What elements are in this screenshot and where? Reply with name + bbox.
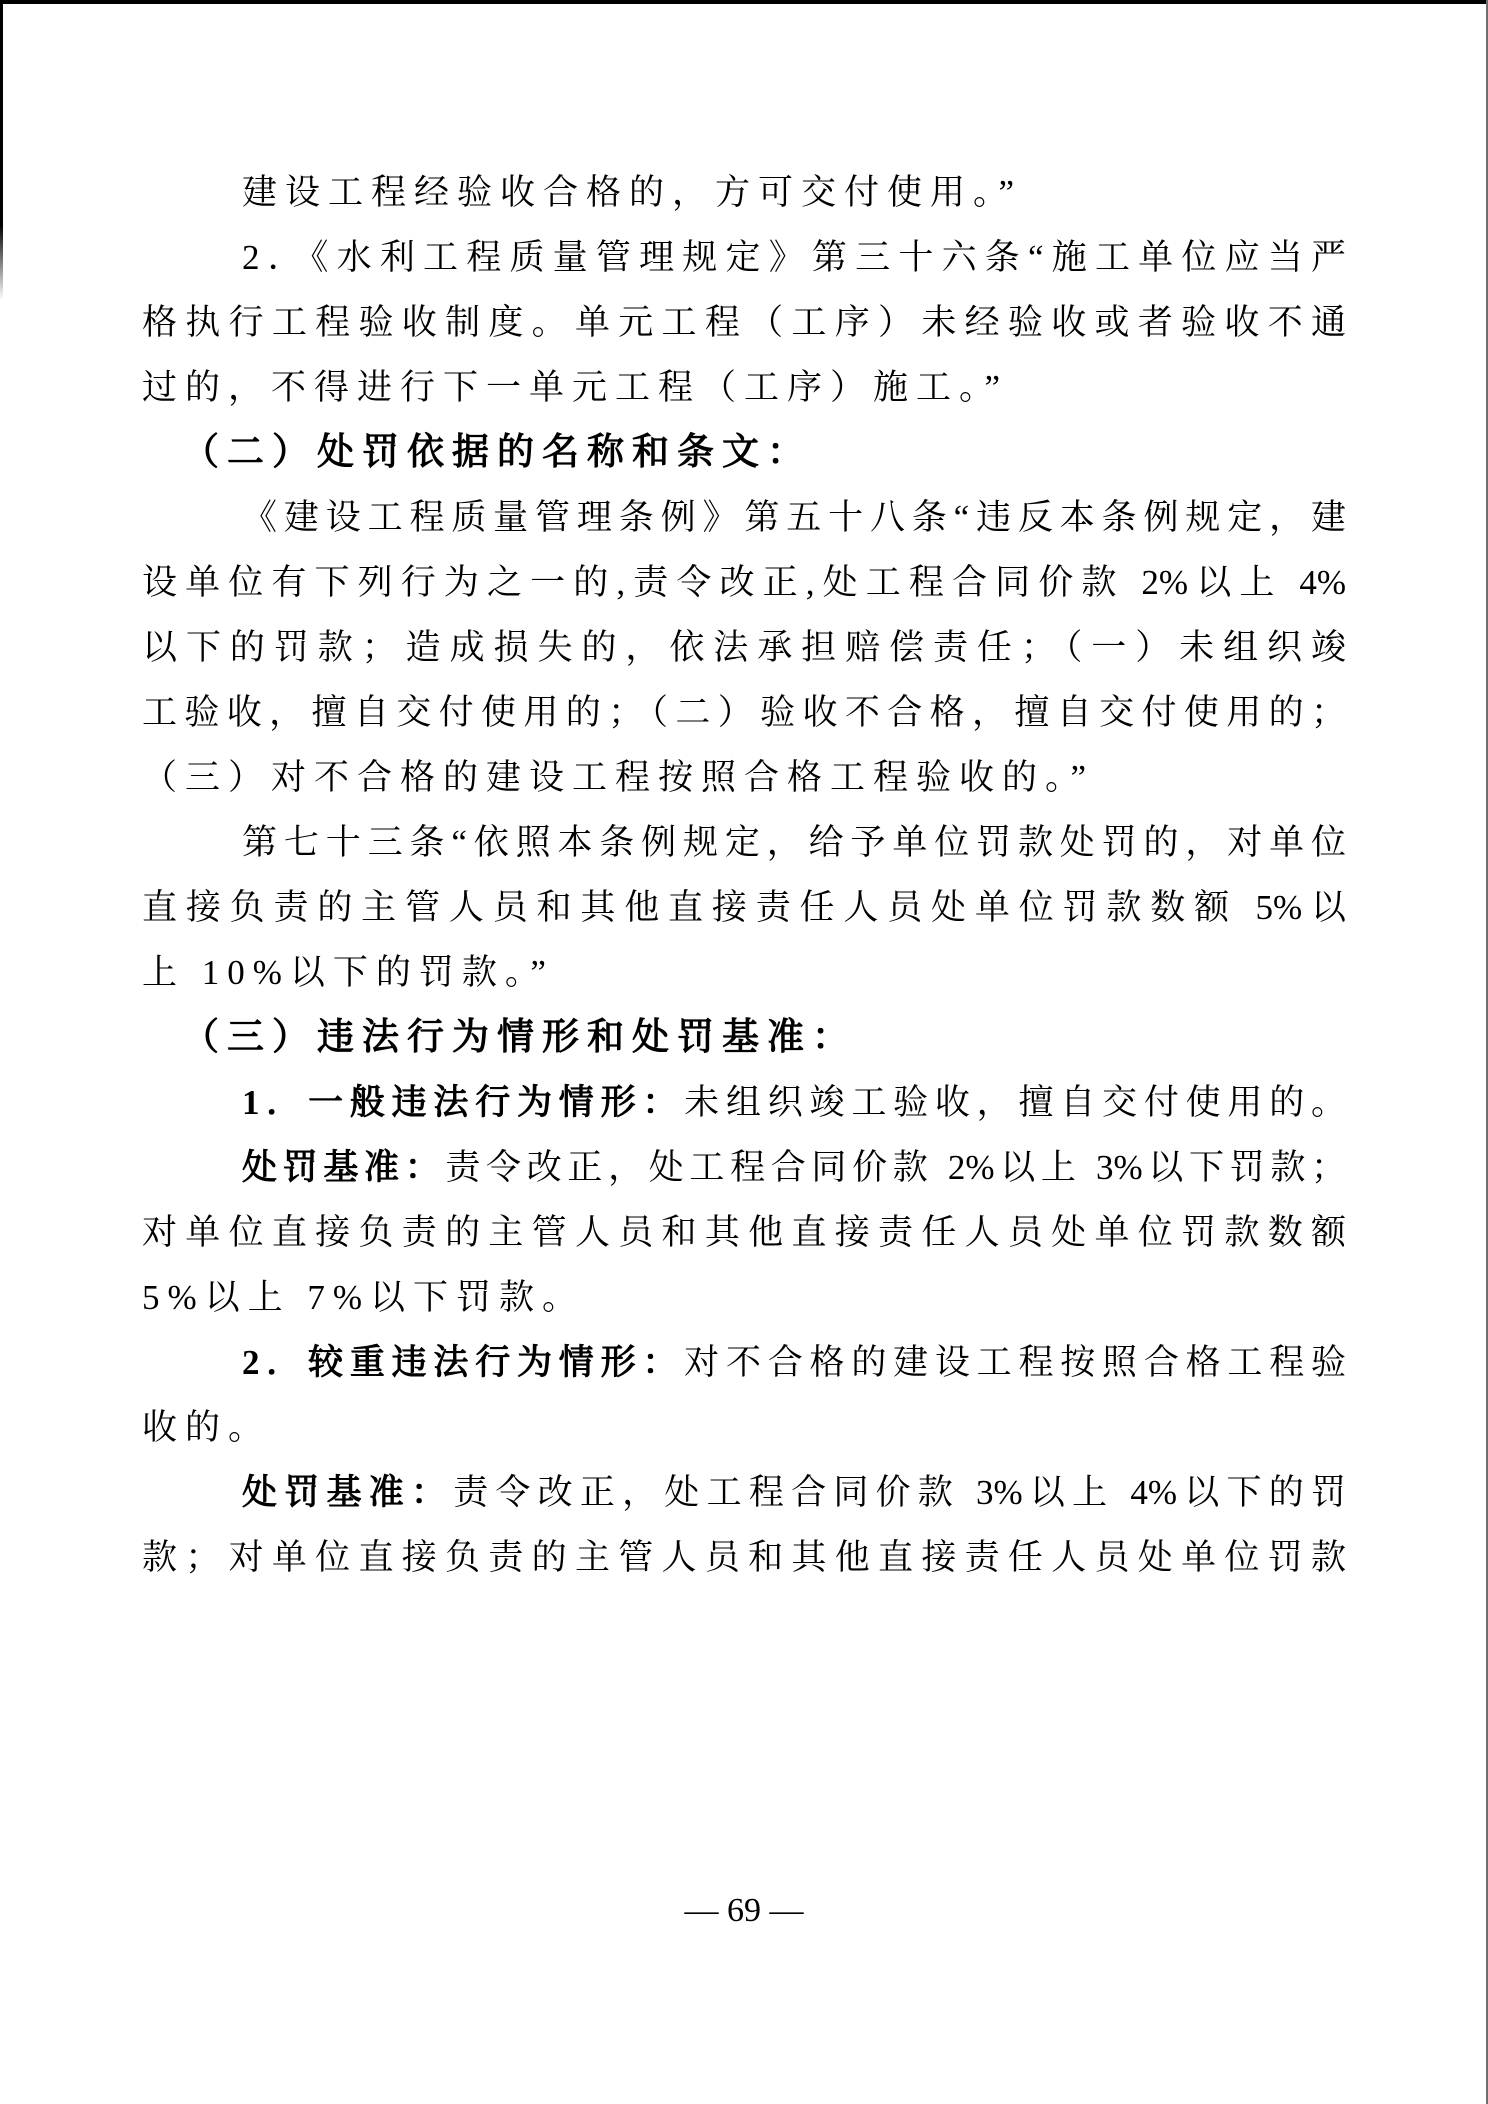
text-line	[142, 355, 1346, 420]
body-text: 过的，不得进行下一单元工程（工序）施工。”	[142, 368, 1009, 407]
body-text: （三）对不合格的建设工程按照合格工程验收的。”	[142, 758, 1095, 797]
body-text: 责令改正，处工程合同价款 3%以上 4%以下的罚	[453, 1473, 1346, 1512]
section-heading-line	[142, 1005, 1346, 1070]
body-text: 对单位直接负责的主管人员和其他直接责任人员处单位罚款数额	[142, 1213, 1346, 1252]
text-line	[142, 875, 1346, 940]
emphasis-text: （二）处罚依据的名称和条文：	[182, 432, 812, 473]
body-text: 对不合格的建设工程按照合格工程验	[684, 1343, 1346, 1382]
emphasis-text: 处罚基准：	[242, 1148, 446, 1187]
body-text: 上 10%以下的罚款。”	[142, 953, 554, 992]
page-number: — 69 —	[684, 1892, 804, 1929]
text-line	[142, 680, 1346, 745]
body-text: 直接负责的主管人员和其他直接责任人员处单位罚款数额 5%以	[142, 888, 1346, 927]
text-line	[142, 485, 1346, 550]
emphasis-text: 处罚基准：	[242, 1473, 454, 1512]
text-line	[142, 1395, 1346, 1460]
body-text: 建设工程经验收合格的，方可交付使用。”	[242, 173, 1023, 212]
body-text: 《建设工程质量管理条例》第五十八条“违反本条例规定，建	[242, 498, 1346, 537]
scan-left-edge	[0, 0, 3, 300]
text-line	[142, 940, 1346, 1005]
text-line	[142, 225, 1346, 290]
emphasis-text: 2．较重违法行为情形：	[242, 1343, 685, 1382]
document-body	[142, 160, 1346, 1590]
text-line	[142, 1525, 1346, 1590]
text-line	[142, 1330, 1346, 1395]
body-text: 以下的罚款；造成损失的，依法承担赔偿责任；（一）未组织竣	[142, 628, 1346, 667]
text-line	[142, 550, 1346, 615]
text-line	[142, 160, 1346, 225]
text-line	[142, 1200, 1346, 1265]
text-line	[142, 1070, 1346, 1135]
body-text: 款；对单位直接负责的主管人员和其他直接责任人员处单位罚款	[142, 1538, 1346, 1577]
scan-top-edge	[0, 0, 1488, 4]
body-text: 工验收，擅自交付使用的；（二）验收不合格，擅自交付使用的；	[142, 693, 1346, 732]
body-text: 未组织竣工验收，擅自交付使用的。	[684, 1083, 1346, 1122]
emphasis-text: 1．一般违法行为情形：	[242, 1083, 685, 1122]
emphasis-text: （三）违法行为情形和处罚基准：	[182, 1017, 857, 1058]
text-line	[142, 1135, 1346, 1200]
section-heading-line	[142, 420, 1346, 485]
text-line	[142, 1265, 1346, 1330]
body-text: 第七十三条“依照本条例规定，给予单位罚款处罚的，对单位	[242, 823, 1346, 862]
text-line	[142, 745, 1346, 810]
body-text: 设单位有下列行为之一的,责令改正,处工程合同价款 2%以上 4%	[142, 563, 1346, 602]
body-text: 5%以上 7%以下罚款。	[142, 1278, 586, 1317]
text-line	[142, 810, 1346, 875]
body-text: 2．《水利工程质量管理规定》第三十六条“施工单位应当严	[242, 238, 1346, 277]
text-line	[142, 290, 1346, 355]
body-text: 收的。	[142, 1408, 272, 1447]
text-line	[142, 1460, 1346, 1525]
text-line	[142, 615, 1346, 680]
body-text: 格执行工程验收制度。单元工程（工序）未经验收或者验收不通	[142, 303, 1346, 342]
body-text: 责令改正，处工程合同价款 2%以上 3%以下罚款；	[445, 1148, 1346, 1187]
